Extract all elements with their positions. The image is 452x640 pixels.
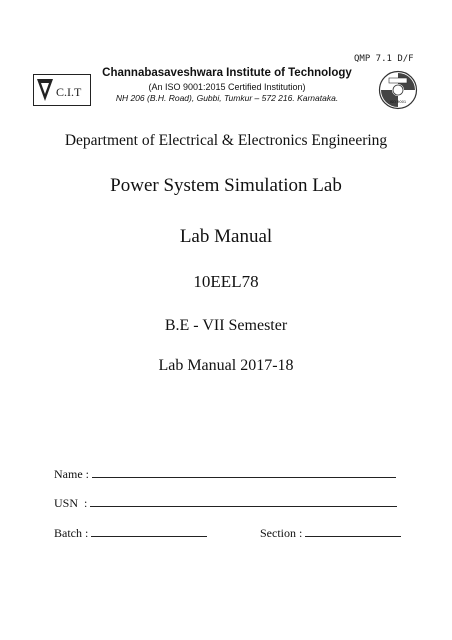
manual-label: Lab Manual [179, 226, 273, 247]
department: Department of Electrical & Electronics Engineering [64, 132, 388, 149]
cit-logo [33, 74, 91, 106]
lab-title: Power System Simulation Lab [110, 175, 342, 196]
course-code: 10EEL78 [193, 272, 259, 291]
usn-field[interactable] [54, 494, 397, 511]
iso-certification: (An ISO 9001:2015 Certified Institution) [148, 82, 306, 92]
batch-field[interactable] [54, 524, 207, 541]
section-field[interactable] [260, 524, 401, 541]
institute-address: NH 206 (B.H. Road), Gubbi, Tumkur – 572 216. Karnataka. [115, 93, 339, 103]
section-line[interactable] [305, 524, 401, 537]
usn-line[interactable] [90, 494, 397, 507]
iso-seal-icon [378, 70, 418, 110]
batch-label: Batch : [54, 526, 89, 540]
logo-text: C.I.T [56, 85, 82, 99]
name-line[interactable] [92, 465, 396, 478]
manual-edition: Lab Manual 2017-18 [158, 357, 294, 374]
name-field[interactable] [54, 465, 396, 482]
batch-line[interactable] [91, 524, 207, 537]
name-label: Name : [54, 467, 89, 481]
section-label: Section : [260, 526, 303, 540]
document-code: QMP 7.1 D/F [354, 54, 414, 64]
seal-text: ISO 9001 [389, 100, 407, 104]
institute-name: Channabasaveshwara Institute of Technology [102, 67, 352, 79]
usn-label: USN : [54, 496, 88, 510]
semester: B.E - VII Semester [164, 317, 288, 334]
